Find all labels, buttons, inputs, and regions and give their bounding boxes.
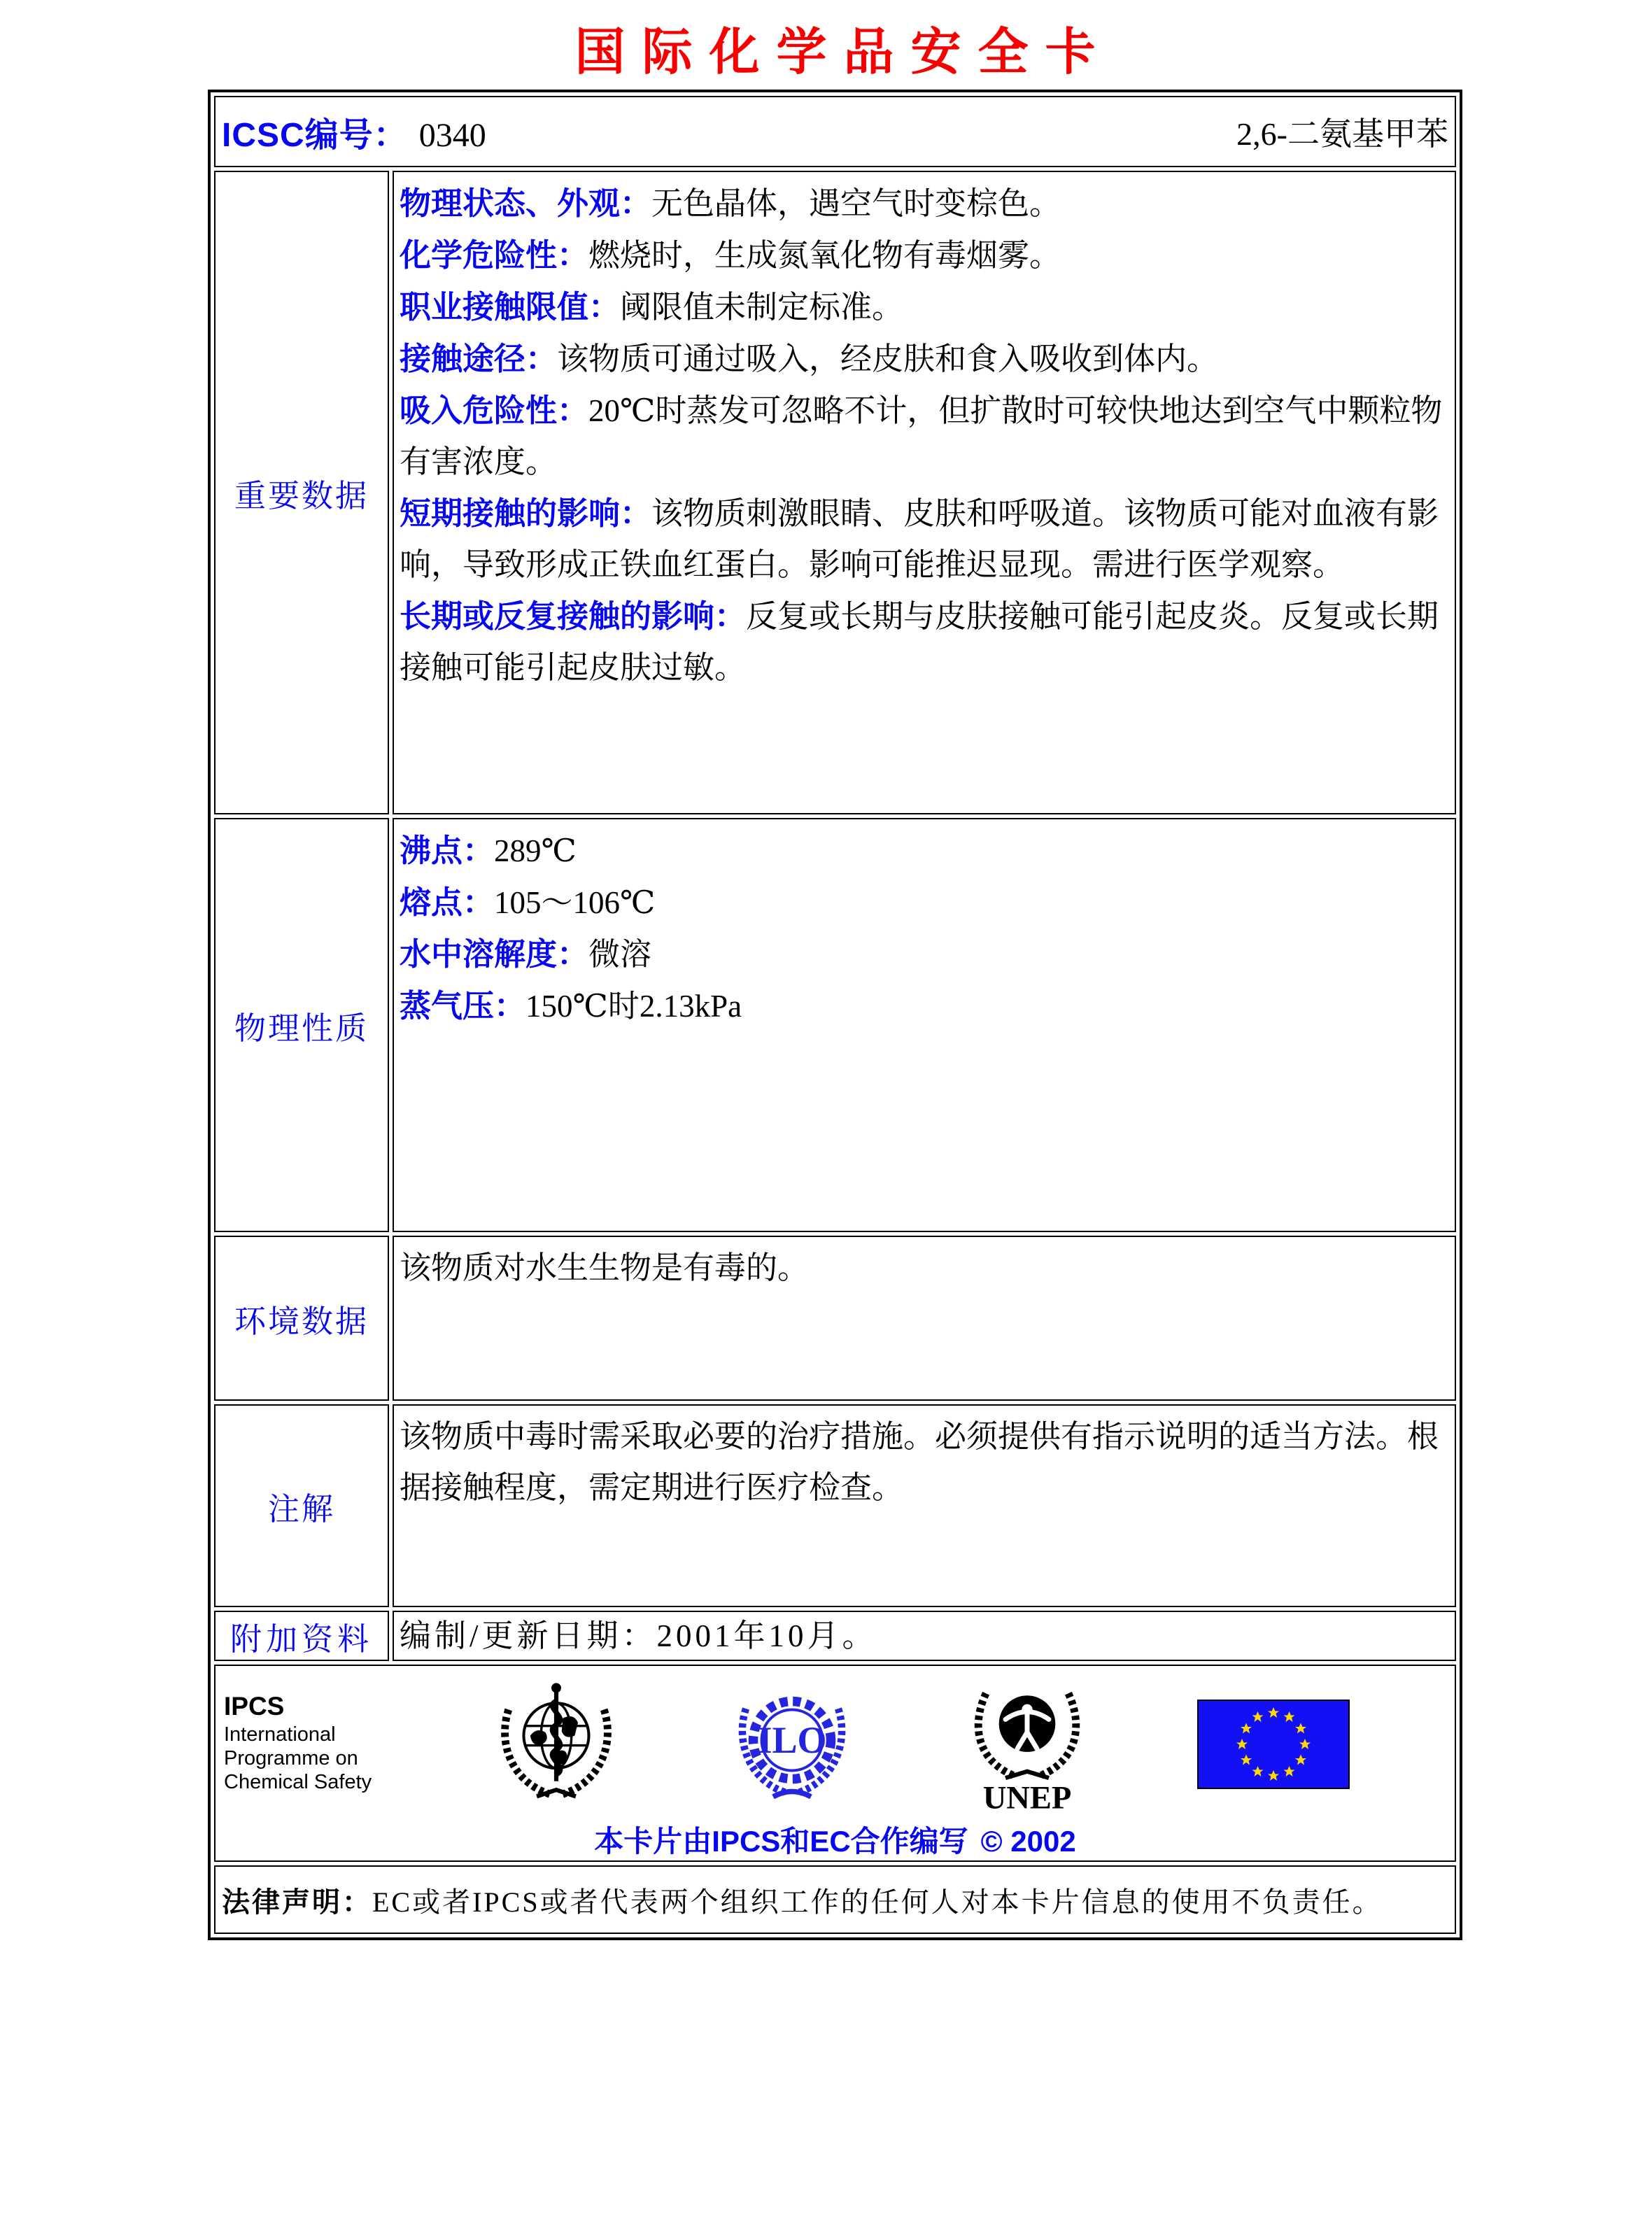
legal-statement: 法律声明：EC或者IPCS或者代表两个组织工作的任何人对本卡片信息的使用不负责任。 [222,1886,1383,1918]
notes-row [214,1404,1456,1607]
important-item: 长期或反复接触的影响：反复或长期与皮肤接触可能引起皮炎。反复或长期接触可能引起皮肤过敏。 [400,598,1439,685]
important-item: 短期接触的影响：该物质刺激眼睛、皮肤和呼吸道。该物质可能对血液有影响，导致形成正铁血红蛋白。影响可能推迟显现。需进行医学观察。 [400,495,1439,582]
legal-label: 法律声明： [222,1886,372,1918]
environmental-data-content: 该物质对水生生物是有毒的。 [393,1236,1456,1401]
ilo-logo-text: ILO [756,1719,827,1761]
footer-row [214,1665,1456,1862]
icsc-number-field [222,108,486,156]
important-data-content [393,171,1456,814]
physical-item: 水中溶解度：微溶 [400,936,652,972]
logo-row [216,1666,1455,1813]
legal-row [214,1865,1456,1934]
icsc-number-value: 0340 [418,116,486,154]
physical-properties-row [214,818,1456,1232]
card-header [216,108,1454,156]
section-label-physical-properties: 物理性质 [214,818,389,1232]
chemical-name: 2,6-二氨基甲苯 [1236,116,1448,152]
ipcs-text-block: IPCS International Programme on Chemical Safety [224,1695,386,1794]
important-data-row [214,171,1456,814]
physical-item: 沸点：289℃ [400,833,577,868]
physical-properties-content [393,818,1456,1232]
cooperation-caption: 本卡片由IPCS和EC合作编写 © 2002 [594,1825,1076,1858]
physical-item: 熔点：105～106℃ [400,884,656,920]
ipcs-abbr: IPCS [224,1692,285,1721]
physical-item: 蒸气压：150℃时2.13kPa [400,988,742,1024]
copyright: © 2002 [980,1825,1076,1858]
who-logo [491,1679,621,1809]
unep-logo [962,1676,1092,1813]
notes-content: 该物质中毒时需采取必要的治疗措施。必须提供有指示说明的适当方法。根据接触程度，需定期进行医疗检查。 [393,1404,1456,1607]
important-item: 吸入危险性：20℃时蒸发可忽略不计，但扩散时可较快地达到空气中颗粒物有害浓度。 [400,393,1443,479]
section-label-important-data: 重要数据 [214,171,389,814]
icsc-number-label: ICSC编号： [222,116,408,154]
unep-logo-text: UNEP [982,1780,1072,1813]
section-label-additional-info: 附加资料 [214,1611,389,1661]
important-item: 物理状态、外观：无色晶体，遇空气时变棕色。 [400,185,1061,221]
eu-flag [1197,1700,1350,1789]
header-row [214,96,1456,167]
section-label-notes: 注解 [214,1404,389,1607]
page-title: 国际化学品安全卡 [574,22,1113,81]
ilo-logo [727,1681,857,1807]
icsc-card-table [208,90,1462,1940]
important-item: 职业接触限值：阈限值未制定标准。 [400,289,904,325]
environmental-data-row [214,1236,1456,1401]
additional-info-row [214,1611,1456,1661]
section-label-environmental-data: 环境数据 [214,1236,389,1401]
important-item: 化学危险性：燃烧时，生成氮氧化物有毒烟雾。 [400,237,1061,273]
important-item: 接触途径：该物质可通过吸入，经皮肤和食入吸收到体内。 [400,341,1219,376]
additional-info-content: 编制/更新日期：2001年10月。 [393,1611,1456,1661]
